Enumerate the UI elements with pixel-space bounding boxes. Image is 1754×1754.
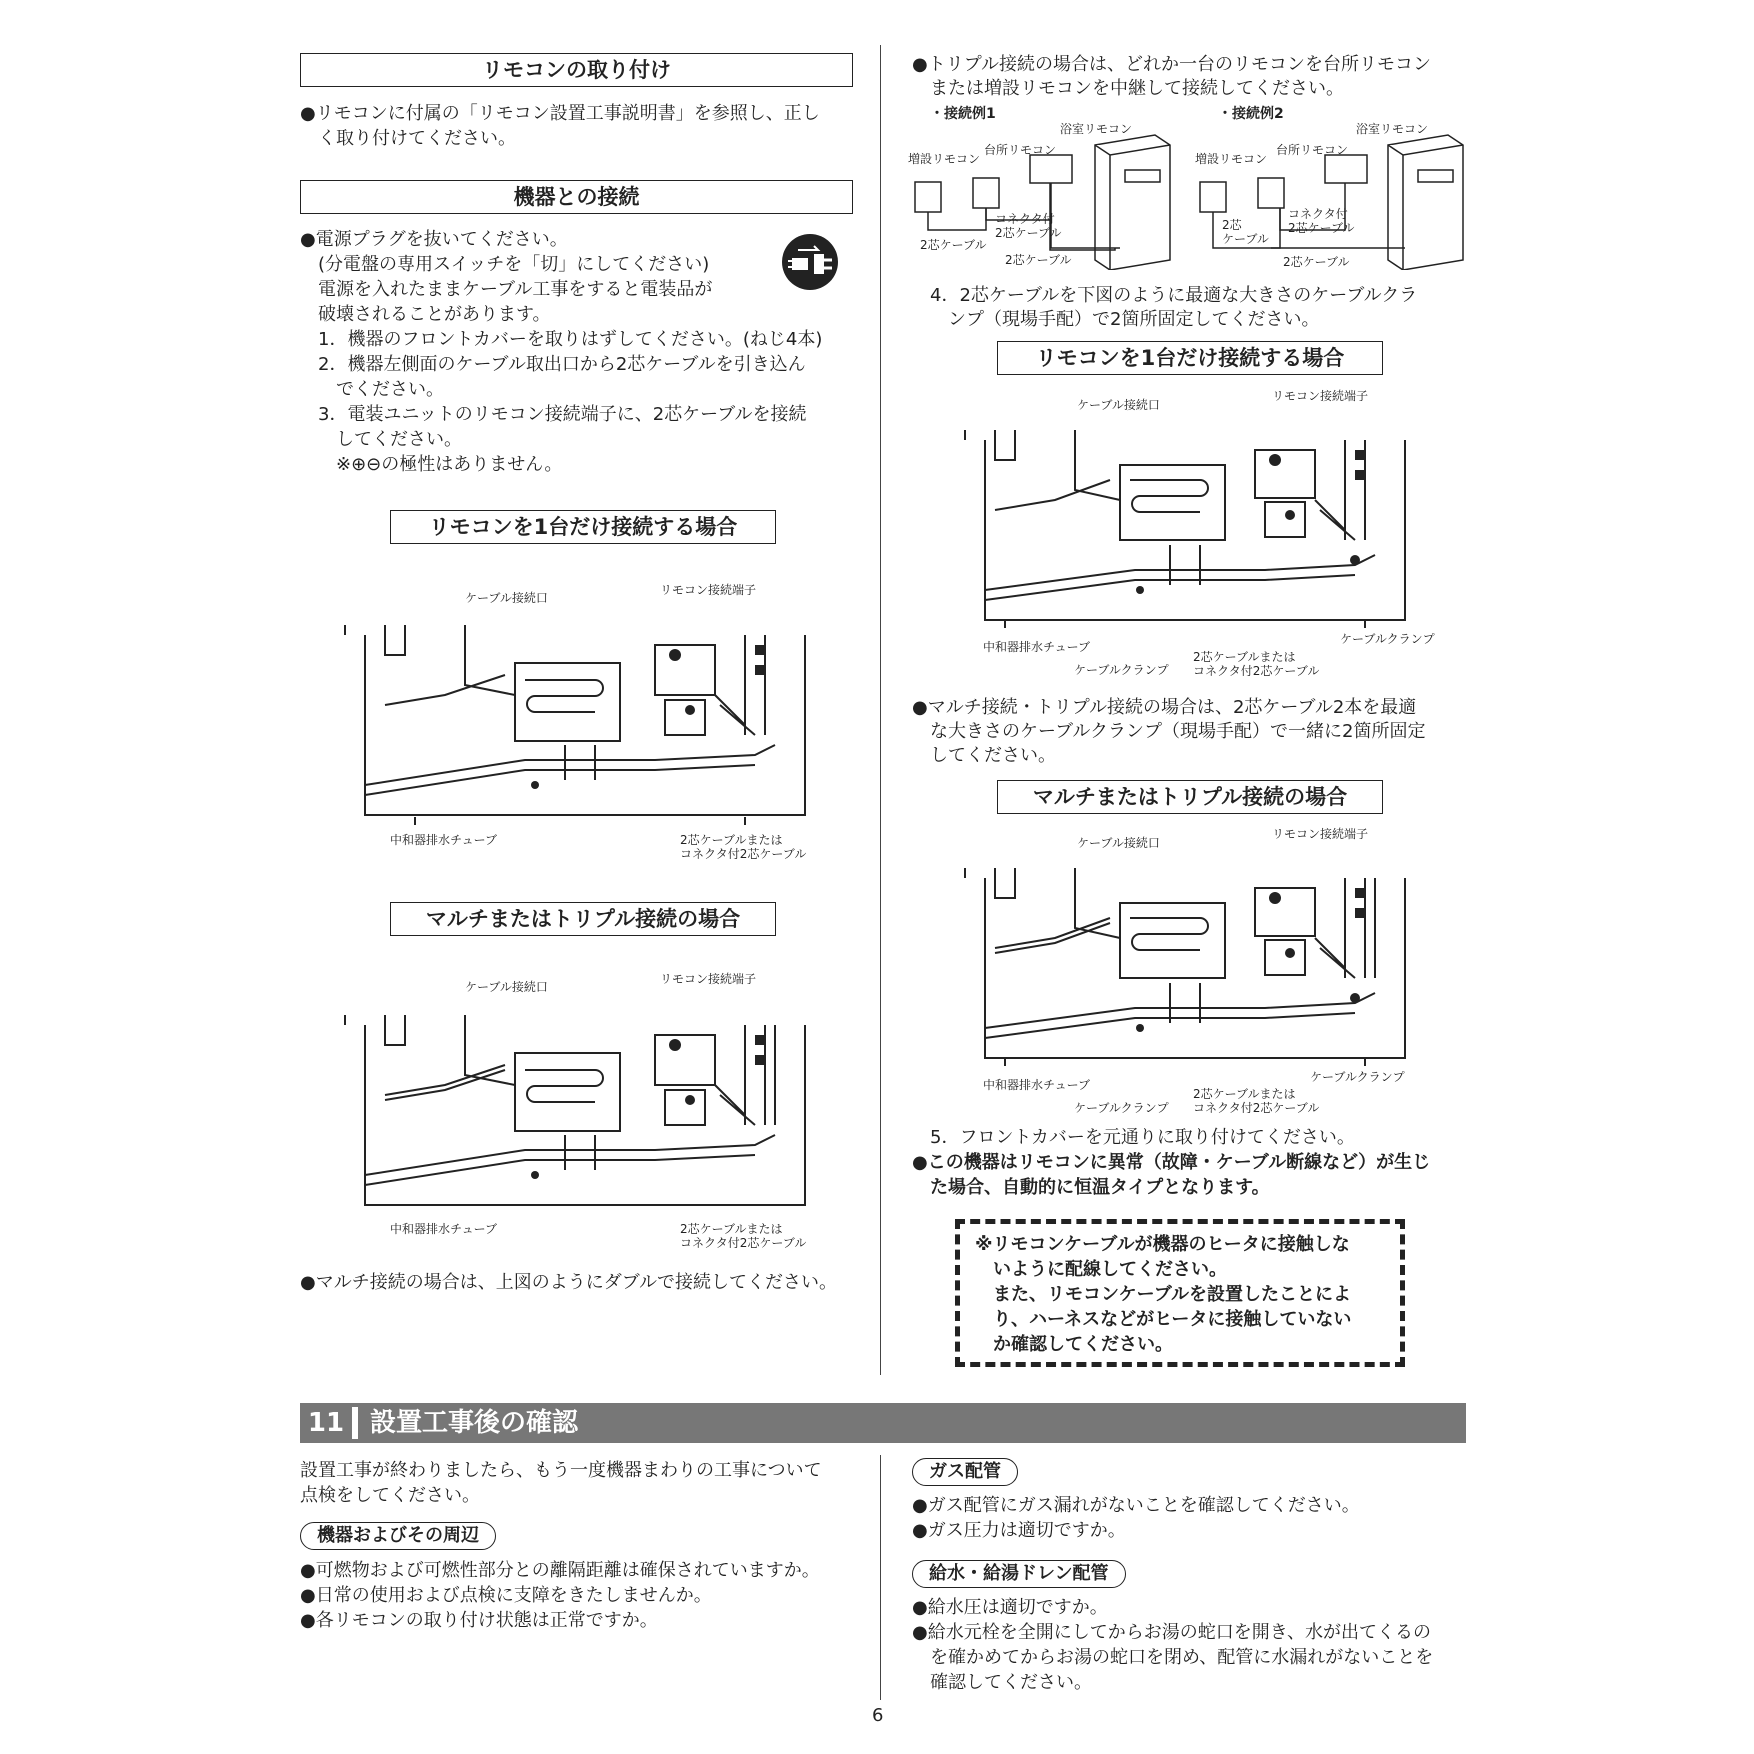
label-cable-clamp: ケーブルクランプ xyxy=(1074,1101,1169,1115)
label-kitchen-remote-2: 台所リモコン xyxy=(1276,143,1349,157)
connect-line-9: してください。 xyxy=(300,429,462,450)
label-connector-cable-1: コネクタ付 2芯ケーブル xyxy=(995,212,1062,240)
label-cable-clamp: ケーブルクランプ xyxy=(1340,632,1435,646)
heading-single-right: リモコンを1台だけ接続する場合 xyxy=(997,341,1383,375)
unplug-icon xyxy=(780,232,840,292)
connect-line-5: 1．機器のフロントカバーを取りはずしてください。(ねじ4本) xyxy=(300,329,823,350)
multi-text-line-3: してください。 xyxy=(912,745,1056,766)
label-drain-tube: 中和器排水チューブ xyxy=(390,1222,498,1236)
connect-line-4: 破壊されることがあります。 xyxy=(300,304,551,325)
connect-line-3: 電源を入れたままケーブル工事をすると電装品が xyxy=(300,279,713,300)
warn-line-3: また、リモコンケーブルを設置したことによ xyxy=(975,1284,1352,1305)
multi-text-line-1: ●マルチ接続・トリプル接続の場合は、2芯ケーブル2本を最適 xyxy=(912,697,1417,718)
equip-item-1: ●可燃物および可燃性部分との離隔距離は確保されていますか。 xyxy=(300,1560,820,1581)
section-separator xyxy=(352,1407,358,1439)
section-11-header xyxy=(300,1403,1466,1443)
triple-line-1: ●トリプル接続の場合は、どれか一台のリモコンを台所リモコン xyxy=(912,54,1431,75)
label-bath-remote-1: 浴室リモコン xyxy=(1060,122,1133,136)
warning-box xyxy=(955,1219,1405,1367)
connect-line-8: 3．電装ユニットのリモコン接続端子に、2芯ケーブルを接続 xyxy=(300,404,807,425)
label-extra-remote-2: 増設リモコン xyxy=(1195,152,1268,166)
connect-line-10: ※⊕⊖の極性はありません。 xyxy=(300,454,563,475)
connect-line-2: (分電盤の専用スイッチを「切」にしてください) xyxy=(300,254,710,275)
equip-item-2: ●日常の使用および点検に支障をきたしませんか。 xyxy=(300,1585,712,1606)
diagram-single-left xyxy=(325,585,825,855)
fallback-line-2: た場合、自動的に恒温タイプとなります。 xyxy=(912,1177,1270,1198)
pill-water: 給水・給湯ドレン配管 xyxy=(912,1560,1126,1588)
label-drain-tube: 中和器排水チューブ xyxy=(983,1078,1091,1092)
water-item-1: ●給水圧は適切ですか。 xyxy=(912,1597,1108,1618)
label-cable-or: 2芯ケーブルまたは コネクタ付2芯ケーブル xyxy=(680,833,807,861)
label-example-2: ・接続例2 xyxy=(1218,106,1284,122)
warn-line-2: いように配線してください。 xyxy=(975,1259,1227,1280)
label-cable-inlet: ケーブル接続口 xyxy=(1077,836,1160,850)
label-remote-terminal: リモコン接続端子 xyxy=(1272,389,1369,403)
step4-line-2: ンプ（現場手配）で2箇所固定してください。 xyxy=(912,309,1320,330)
label-cable-or: 2芯ケーブルまたは コネクタ付2芯ケーブル xyxy=(1193,650,1320,678)
connect-line-1: ●電源プラグを抜いてください。 xyxy=(300,229,568,250)
fallback-line-1: ●この機器はリモコンに異常（故障・ケーブル断線など）が生じ xyxy=(912,1152,1431,1173)
label-cable-or: 2芯ケーブルまたは コネクタ付2芯ケーブル xyxy=(1193,1087,1320,1115)
triple-line-2: または増設リモコンを中継して接続してください。 xyxy=(912,78,1344,99)
label-drain-tube: 中和器排水チューブ xyxy=(983,640,1091,654)
label-cable2-1: 2芯ケーブル xyxy=(920,238,987,252)
column-divider-bottom xyxy=(880,1455,881,1700)
warn-line-1: ※リモコンケーブルが機器のヒータに接触しな xyxy=(975,1234,1350,1255)
intro-line-2: 点検をしてください。 xyxy=(300,1485,480,1506)
step4-line-1: 4．2芯ケーブルを下図のように最適な大きさのケーブルクラ xyxy=(912,285,1418,306)
label-cable-inlet: ケーブル接続口 xyxy=(1077,398,1160,412)
label-cable-or: 2芯ケーブルまたは コネクタ付2芯ケーブル xyxy=(680,1222,807,1250)
multi-note-left: ●マルチ接続の場合は、上図のようにダブルで接続してください。 xyxy=(300,1272,837,1293)
label-remote-terminal: リモコン接続端子 xyxy=(660,583,757,597)
label-remote-terminal: リモコン接続端子 xyxy=(1272,827,1369,841)
heading-multi-right: マルチまたはトリプル接続の場合 xyxy=(997,780,1383,814)
label-cable2-split-2: 2芯 ケーブル xyxy=(1222,218,1269,246)
label-bath-remote-2: 浴室リモコン xyxy=(1356,122,1429,136)
diagram-multi-right xyxy=(935,848,1435,1088)
water-item-2: ●給水元栓を全開にしてからお湯の蛇口を開き、水が出てくるの xyxy=(912,1622,1431,1643)
water-item-3: を確かめてからお湯の蛇口を閉め、配管に水漏れがないことを xyxy=(912,1647,1434,1668)
warn-line-4: り、ハーネスなどがヒータに接触していない xyxy=(975,1309,1352,1330)
section-number: 11 xyxy=(307,1408,345,1438)
label-cable-inlet: ケーブル接続口 xyxy=(465,980,548,994)
label-remote-terminal: リモコン接続端子 xyxy=(660,972,757,986)
column-divider xyxy=(880,45,881,1375)
diagram-multi-left xyxy=(325,975,825,1245)
label-connector-cable-2: コネクタ付 2芯ケーブル xyxy=(1288,207,1355,235)
label-cable2-2: 2芯ケーブル xyxy=(1283,255,1350,269)
heading-multi-left: マルチまたはトリプル接続の場合 xyxy=(390,902,776,936)
label-kitchen-remote-1: 台所リモコン xyxy=(984,143,1057,157)
label-cable-clamp: ケーブルクランプ xyxy=(1310,1070,1405,1084)
diagram-single-right xyxy=(935,410,1435,650)
connect-line-7: でください。 xyxy=(300,379,444,400)
heading-device-connect: 機器との接続 xyxy=(300,180,853,214)
gas-item-2: ●ガス圧力は適切ですか。 xyxy=(912,1520,1126,1541)
intro-line-1: 設置工事が終わりましたら、もう一度機器まわりの工事について xyxy=(300,1460,822,1481)
gas-item-1: ●ガス配管にガス漏れがないことを確認してください。 xyxy=(912,1495,1360,1516)
connect-line-6: 2．機器左側面のケーブル取出口から2芯ケーブルを引き込ん xyxy=(300,354,806,375)
heading-remote-mount: リモコンの取り付け xyxy=(300,53,853,87)
mount-line-2: く取り付けてください。 xyxy=(300,128,516,149)
warn-line-5: か確認してください。 xyxy=(975,1334,1173,1355)
label-extra-remote-1: 増設リモコン xyxy=(908,152,981,166)
label-example-1: ・接続例1 xyxy=(930,106,996,122)
pill-equipment: 機器およびその周辺 xyxy=(300,1522,496,1550)
pill-gas: ガス配管 xyxy=(912,1458,1018,1486)
equip-item-3: ●各リモコンの取り付け状態は正常ですか。 xyxy=(300,1610,658,1631)
label-cable2-1b: 2芯ケーブル xyxy=(1005,253,1072,267)
label-cable-clamp: ケーブルクランプ xyxy=(1074,663,1169,677)
multi-text-line-2: な大きさのケーブルクランプ（現場手配）で一緒に2箇所固定 xyxy=(912,721,1426,742)
label-cable-inlet: ケーブル接続口 xyxy=(465,591,548,605)
heading-single-left: リモコンを1台だけ接続する場合 xyxy=(390,510,776,544)
mount-line-1: ●リモコンに付属の「リモコン設置工事説明書」を参照し、正し xyxy=(300,103,820,124)
water-item-4: 確認してください。 xyxy=(912,1672,1092,1693)
section-title: 設置工事後の確認 xyxy=(370,1408,579,1438)
page-number: 6 xyxy=(872,1705,884,1726)
step5: 5．フロントカバーを元通りに取り付けてください。 xyxy=(912,1127,1355,1148)
label-drain-tube: 中和器排水チューブ xyxy=(390,833,498,847)
